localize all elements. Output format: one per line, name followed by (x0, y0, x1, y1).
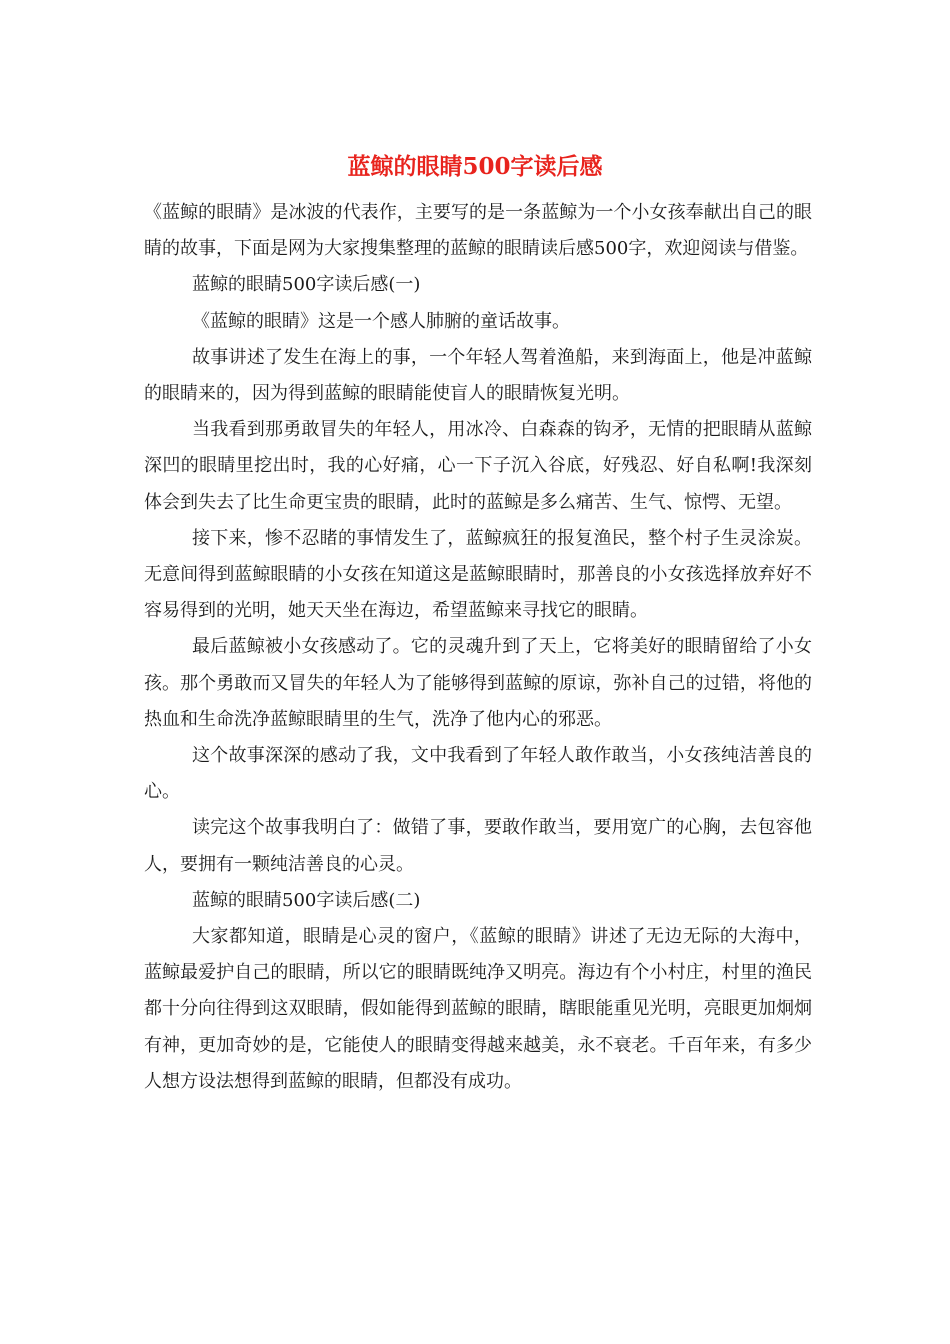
paragraph: 这个故事深深的感动了我，文中我看到了年轻人敢作敢当，小女孩纯洁善良的心。 (144, 745, 812, 803)
paragraph: 接下来，惨不忍睹的事情发生了，蓝鲸疯狂的报复渔民，整个村子生灵涂炭。无意间得到蓝鲸眼睛的小女孩在知道这是蓝鲸眼睛时，那善良的小女孩选择放弃好不容易得到的光明，她天天坐在海边，希望蓝鲸来寻找它的眼睛。 (144, 527, 812, 622)
document-body (144, 195, 812, 1100)
paragraph: 当我看到那勇敢冒失的年轻人，用冰冷、白森森的钩矛，无情的把眼睛从蓝鲸深凹的眼睛里挖出时，我的心好痛，心一下子沉入谷底，好残忍、好自私啊!我深刻体会到失去了比生命更宝贵的眼睛，此时的蓝鲸是多么痛苦、生气、惊愕、无望。 (144, 419, 812, 513)
paragraph: 大家都知道，眼睛是心灵的窗户，《蓝鲸的眼睛》讲述了无边无际的大海中，蓝鲸最爱护自己的眼睛，所以它的眼睛既纯净又明亮。海边有个小村庄，村里的渔民都十分向往得到这双眼睛，假如能得到蓝鲸的眼睛，瞎眼能重见光明，亮眼更加炯炯有神，更加奇妙的是，它能使人的眼睛变得越来越美，永不衰老。千百年来，有多少人想方设法想得到蓝鲸的眼睛，但都没有成功。 (144, 926, 812, 1092)
paragraph: 读完这个故事我明白了：做错了事，要敢作敢当，要用宽广的心胸，去包容他人，要拥有一颗纯洁善良的心灵。 (144, 817, 812, 875)
section-heading-2: 蓝鲸的眼睛500字读后感(二) (192, 889, 421, 911)
paragraph: 《蓝鲸的眼睛》这是一个感人肺腑的童话故事。 (192, 310, 570, 332)
paragraph: 最后蓝鲸被小女孩感动了。它的灵魂升到了天上，它将美好的眼睛留给了小女孩。那个勇敢而又冒失的年轻人为了能够得到蓝鲸的原谅，弥补自己的过错，将他的热血和生命洗净蓝鲸眼睛里的生气，洗净了他内心的邪恶。 (144, 636, 812, 730)
paragraph: 故事讲述了发生在海上的事，一个年轻人驾着渔船，来到海面上，他是冲蓝鲸的眼睛来的，因为得到蓝鲸的眼睛能使盲人的眼睛恢复光明。 (144, 346, 812, 405)
document-title: 蓝鲸的眼睛500字读后感 (347, 153, 603, 180)
section-heading-1: 蓝鲸的眼睛500字读后感(一) (192, 274, 421, 296)
intro-paragraph: 《蓝鲸的眼睛》是冰波的代表作，主要写的是一条蓝鲸为一个小女孩奉献出自己的眼睛的故事，下面是网为大家搜集整理的蓝鲸的眼睛读后感500字，欢迎阅读与借鉴。 (144, 202, 812, 260)
